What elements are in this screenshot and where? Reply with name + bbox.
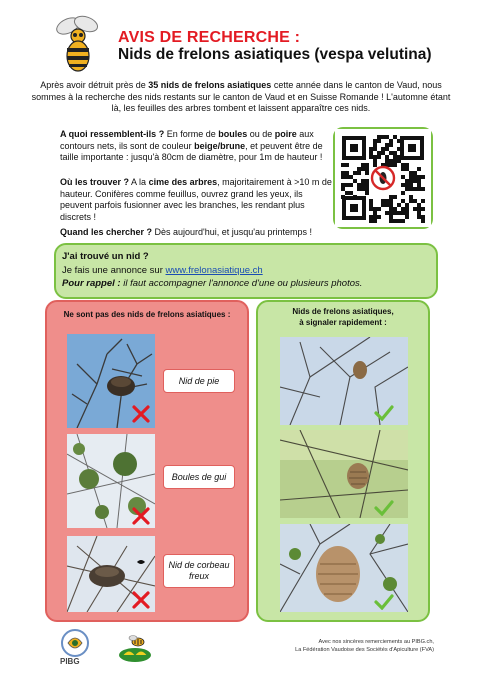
hornet-logo-icon — [52, 14, 106, 74]
intro-paragraph: Après avoir détruit près de 35 nids de frelons asiatiques cette année dans le canton de Vaud, nous sommes à la recherche des nids restants sur le canton de Vaud et en Suisse Romande ! L'automne étant là, les feuilles des arbres tombent et laissent apparaître ces nids. — [31, 80, 451, 113]
report-heading: J'ai trouvé un nid ? — [62, 251, 149, 262]
reminder-line: Pour rappel : il faut accompagner l'annonce d'une ou plusieurs photos. — [62, 278, 363, 289]
not-hornet-nests-panel — [45, 300, 249, 622]
cross-mark-icon — [131, 506, 151, 526]
fva-logo-icon — [118, 633, 152, 663]
not-hornet-title: Ne sont pas des nids de frelons asiatiques : — [63, 310, 231, 319]
report-line: Je fais une annonce sur www.frelonasiatique.ch — [62, 265, 263, 276]
thanks-line-1: Avec nos sincères remerciements au PIBG.ch, — [318, 639, 434, 645]
hornet-nests-panel — [256, 300, 430, 622]
notice-subtitle: Nids de frelons asiatiques (vespa velutina) — [118, 46, 432, 63]
question-appearance: A quoi ressemblent-ils ? En forme de boules ou de poire aux contours nets, ils sont de couleur beige/brune, et peuvent être de taille importante : jusqu'à 80cm de diamètre, pour 1m de hauteur ! — [60, 129, 323, 162]
thanks-line-2: La Fédération Vaudoise des Sociétés d'Apiculture (FVA) — [295, 646, 434, 653]
hornet-nests-title-1: Nids de frelons asiatiques, — [292, 307, 394, 316]
report-link[interactable]: www.frelonasiatique.ch — [165, 265, 263, 276]
label-mistletoe: Boules de gui — [163, 465, 235, 489]
notice-title: AVIS DE RECHERCHE : — [118, 29, 301, 46]
report-info-box — [54, 243, 438, 299]
pibg-logo-text: PIBG — [60, 657, 80, 666]
check-mark-icon — [374, 500, 394, 516]
pibg-logo-icon — [60, 628, 90, 658]
acknowledgements — [295, 639, 434, 654]
hornet-nests-title-2: à signaler rapidement : — [299, 318, 387, 327]
check-mark-icon — [374, 594, 394, 610]
qr-code[interactable] — [333, 127, 433, 229]
check-mark-icon — [374, 405, 394, 421]
cross-mark-icon — [131, 404, 151, 424]
question-location: Où les trouver ? A la cime des arbres, majoritairement à >10 m de hauteur. Conifères comme feuillus, ouvrez grand les yeux, ils peuvent parfois fusionner avec les branches, les rendant plus discrets ! — [60, 177, 332, 222]
question-when: Quand les chercher ? Dès aujourd'hui, et jusqu'au printemps ! — [60, 227, 313, 237]
label-rook-nest: Nid de corbeau freux — [163, 554, 235, 588]
label-magpie-nest: Nid de pie — [163, 369, 235, 393]
cross-mark-icon — [131, 590, 151, 610]
